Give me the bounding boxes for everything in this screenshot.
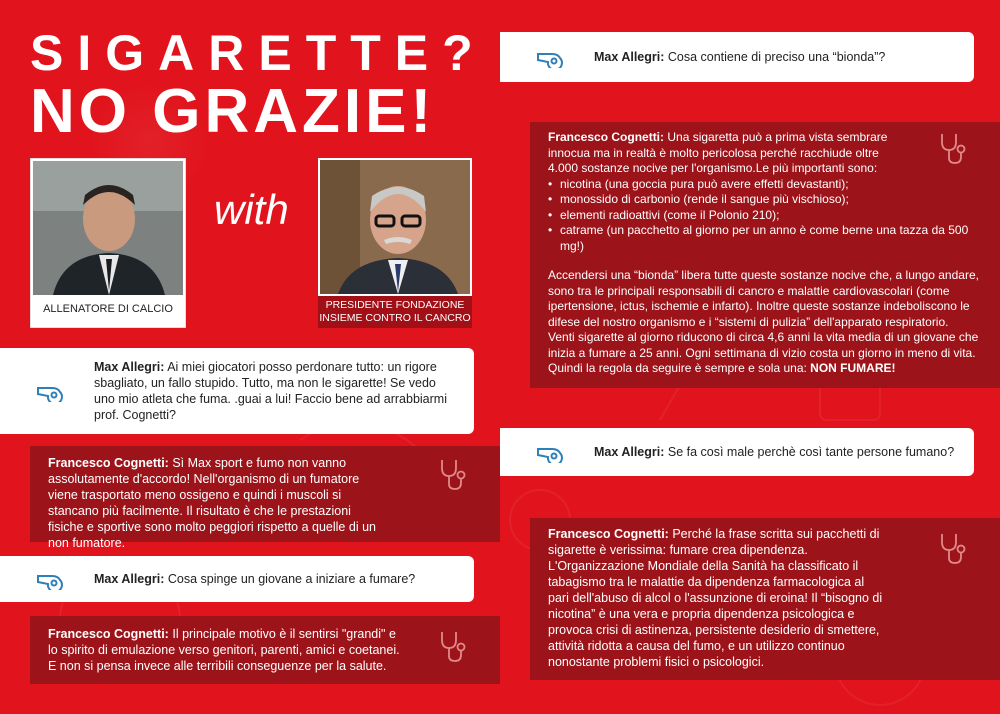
list-item: • catrame (un pacchetto al giorno per un anno è come berne una tazza da 500 mg!) — [548, 223, 988, 254]
list-item: • elementi radioattivi (come il Polonio 210); — [548, 208, 988, 224]
whistle-icon — [534, 441, 568, 463]
answer-1-text — [48, 455, 388, 551]
coach-caption: ALLENATORE DI CALCIO — [43, 303, 173, 315]
answer-3-closing: NON FUMARE! — [810, 361, 896, 375]
question-1-box — [0, 348, 474, 434]
president-caption — [318, 296, 472, 328]
whistle-icon — [34, 380, 68, 402]
president-caption-line-2: INSIEME CONTRO IL CANCRO — [319, 312, 471, 324]
list-item: • nicotina (una goccia pura può avere effetti devastanti); — [548, 177, 988, 193]
answer-2-speaker: Francesco Cognetti: — [48, 627, 169, 641]
answer-3-intro: Una sigaretta può a prima vista sembrare innocua ma in realtà è molto pericolosa perché racchiude oltre 4.000 sostanze nocive per l'organismo.Le più importanti sono: — [548, 130, 888, 175]
stethoscope-icon — [438, 458, 468, 492]
answer-3-text — [548, 130, 988, 377]
question-1-speaker: Max Allegri: — [94, 360, 165, 374]
answer-2-body: Il principale motivo è il sentirsi "grandi" e lo spirito di emulazione verso genitori, parenti, amici e coetanei. E non si pensa invece alle terribili conseguenze per la salute. — [48, 627, 400, 673]
question-2-box — [0, 556, 474, 602]
whistle-icon — [34, 568, 68, 590]
answer-4-box — [530, 518, 1000, 680]
question-4-text — [594, 444, 964, 460]
coach-photo — [33, 161, 183, 295]
answer-1-box — [30, 446, 500, 550]
answer-1-body: Sì Max sport e fumo non vanno assolutamente d'accordo! Nell'organismo di un fumatore viene trasportato meno ossigeno e quindi i muscoli si stancano più facilmente. Il risultato è che le prestazioni fisiche e sportive sono molto peggiori rispetto a quelle di un non fumatore. — [48, 456, 376, 550]
answer-3-list — [548, 177, 988, 255]
answer-4-text — [548, 526, 888, 670]
question-3-text — [594, 49, 954, 65]
question-3-box — [500, 32, 974, 82]
answer-3-box — [530, 122, 1000, 388]
answer-4-body: Perché la frase scritta sui pacchetti di sigarette è verissima: fumare crea dipendenza. L'Organizzazione Mondiale della Sanità ha classificato il tabagismo tra le malattie da dipendenza farmacologica al pari dell'abuso di alcol o l'assunzione di eroina! Il “bisogno di nicotina” è una vera e propria dipendenza psicologica e provoca crisi di astinenza, persistente desiderio di smettere, attività ridotta a causa del fumo, e un utilizzo continuo nonostante problemi fisici o psicologici. — [548, 527, 883, 669]
question-4-body: Se fa così male perchè così tante persone fumano? — [667, 445, 955, 459]
question-4-speaker: Max Allegri: — [594, 445, 665, 459]
answer-3-para-3: Venti sigarette al giorno riducono di circa 4,6 anni la vita media di un giovane che inizia a fumare a 25 anni. Ogni settimana di vizio costa un giorno in meno di vita. Quindi la regola da seguire è sempre e sola una: — [548, 330, 979, 375]
with-label: with — [214, 186, 289, 233]
stethoscope-icon — [938, 532, 968, 566]
title-line-2: NO GRAZIE! — [30, 77, 436, 146]
question-3-speaker: Max Allegri: — [594, 50, 665, 64]
question-3-body: Cosa contiene di preciso una “bionda”? — [667, 50, 886, 64]
president-photo — [318, 158, 472, 296]
coach-photo-card — [30, 158, 186, 328]
stethoscope-icon — [438, 630, 468, 664]
title-line-1: SIGARETTE? — [30, 25, 487, 81]
whistle-icon — [534, 46, 568, 68]
president-caption-line-1: PRESIDENTE FONDAZIONE — [325, 299, 465, 311]
president-photo-card — [318, 158, 472, 328]
answer-2-text — [48, 626, 408, 674]
question-2-body: Cosa spinge un giovane a iniziare a fumare? — [167, 572, 416, 586]
question-2-text — [94, 571, 454, 587]
question-1-text — [94, 359, 454, 423]
list-item: • monossido di carbonio (rende il sangue più vischioso); — [548, 192, 988, 208]
answer-2-box — [30, 616, 500, 684]
question-1-body: Ai miei giocatori posso perdonare tutto: un rigore sbagliato, un fallo stupido. Tutto, ma non le sigarette! Se vedo uno mio atleta che fuma. .guai a lui! Faccio bene ad arrabbiarmi prof. Cognetti? — [94, 360, 447, 422]
answer-1-speaker: Francesco Cognetti: — [48, 456, 169, 470]
answer-3-speaker: Francesco Cognetti: — [548, 130, 665, 144]
answer-3-para-2: Accendersi una “bionda” libera tutte queste sostanze nocive che, a lungo andare, sono tra le principali responsabili di cancro e malattie cardiovascolari (come ipertensione, ictus, ischemie e infarto). Inoltre queste sostanze indeboliscono le difese del nostro organismo e i “sistemi di pulizia” dell'apparato respiratorio. — [548, 268, 979, 329]
stethoscope-icon — [938, 132, 968, 166]
answer-4-speaker: Francesco Cognetti: — [548, 527, 669, 541]
question-2-speaker: Max Allegri: — [94, 572, 165, 586]
question-4-box — [500, 428, 974, 476]
